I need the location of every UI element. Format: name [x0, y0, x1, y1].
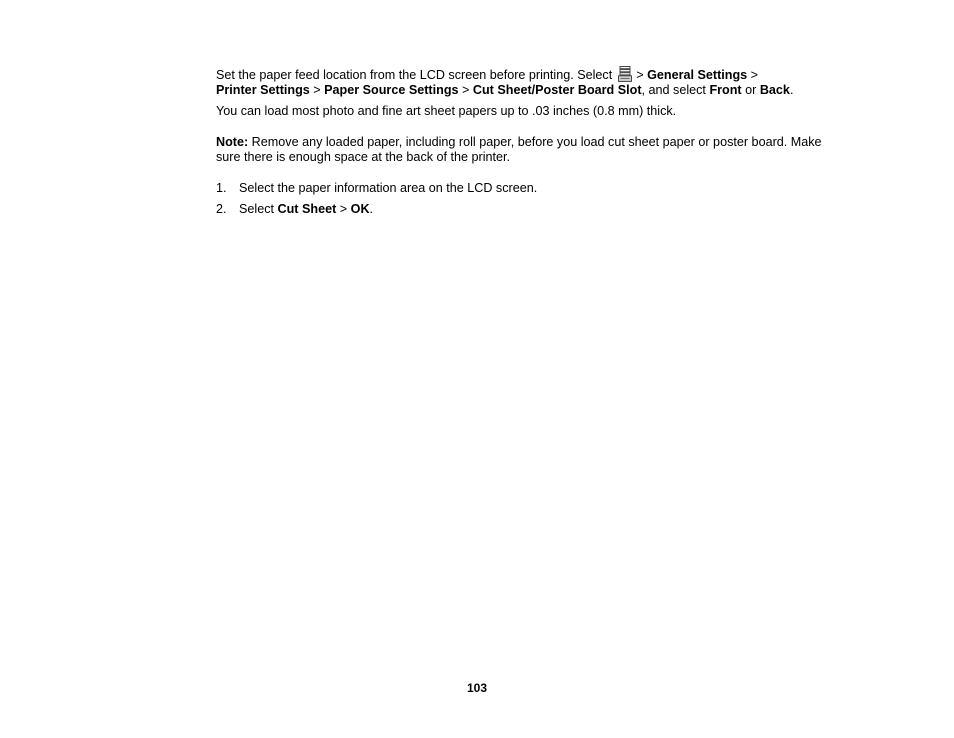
menu-paper-source-settings: Paper Source Settings [324, 83, 459, 97]
note-label: Note: [216, 135, 249, 149]
list-item [216, 202, 826, 217]
step-text: Select [239, 202, 278, 216]
step-text: > [336, 202, 351, 216]
option-ok: OK [350, 202, 370, 216]
option-cut-sheet: Cut Sheet [277, 202, 337, 216]
option-front: Front [709, 83, 742, 97]
step-text: Select the paper information area on the LCD screen. [239, 181, 538, 195]
settings-menu-icon [618, 66, 632, 82]
menu-general-settings: General Settings [647, 68, 748, 82]
list-item [216, 181, 826, 196]
menu-cut-sheet-slot: Cut Sheet/Poster Board Slot [472, 83, 642, 97]
intro-text: Set the paper feed location from the LCD screen before printing. Select [216, 68, 616, 82]
thickness-paragraph: You can load most photo and fine art sheet papers up to .03 inches (0.8 mm) thick. [216, 104, 677, 118]
intro-text: or [741, 83, 760, 97]
step-text: . [369, 202, 374, 216]
note-paragraph [216, 135, 826, 165]
step-number: 2. [216, 202, 227, 216]
note-text: Remove any loaded paper, including roll paper, before you load cut sheet paper or poster board. Make sure there is enough space at the back of the printer. [216, 135, 822, 164]
option-back: Back [759, 83, 790, 97]
intro-text: > [309, 83, 325, 97]
intro-text: > [747, 68, 759, 82]
page-number: 103 [466, 681, 488, 695]
menu-printer-settings: Printer Settings [216, 83, 310, 97]
intro-text: , and select [641, 83, 710, 97]
page-content [216, 66, 826, 223]
step-number: 1. [216, 181, 227, 195]
intro-text: . [789, 83, 794, 97]
intro-paragraph [216, 66, 826, 98]
intro-text: > [458, 83, 473, 97]
steps-list [216, 181, 826, 217]
intro-text: > [632, 68, 648, 82]
